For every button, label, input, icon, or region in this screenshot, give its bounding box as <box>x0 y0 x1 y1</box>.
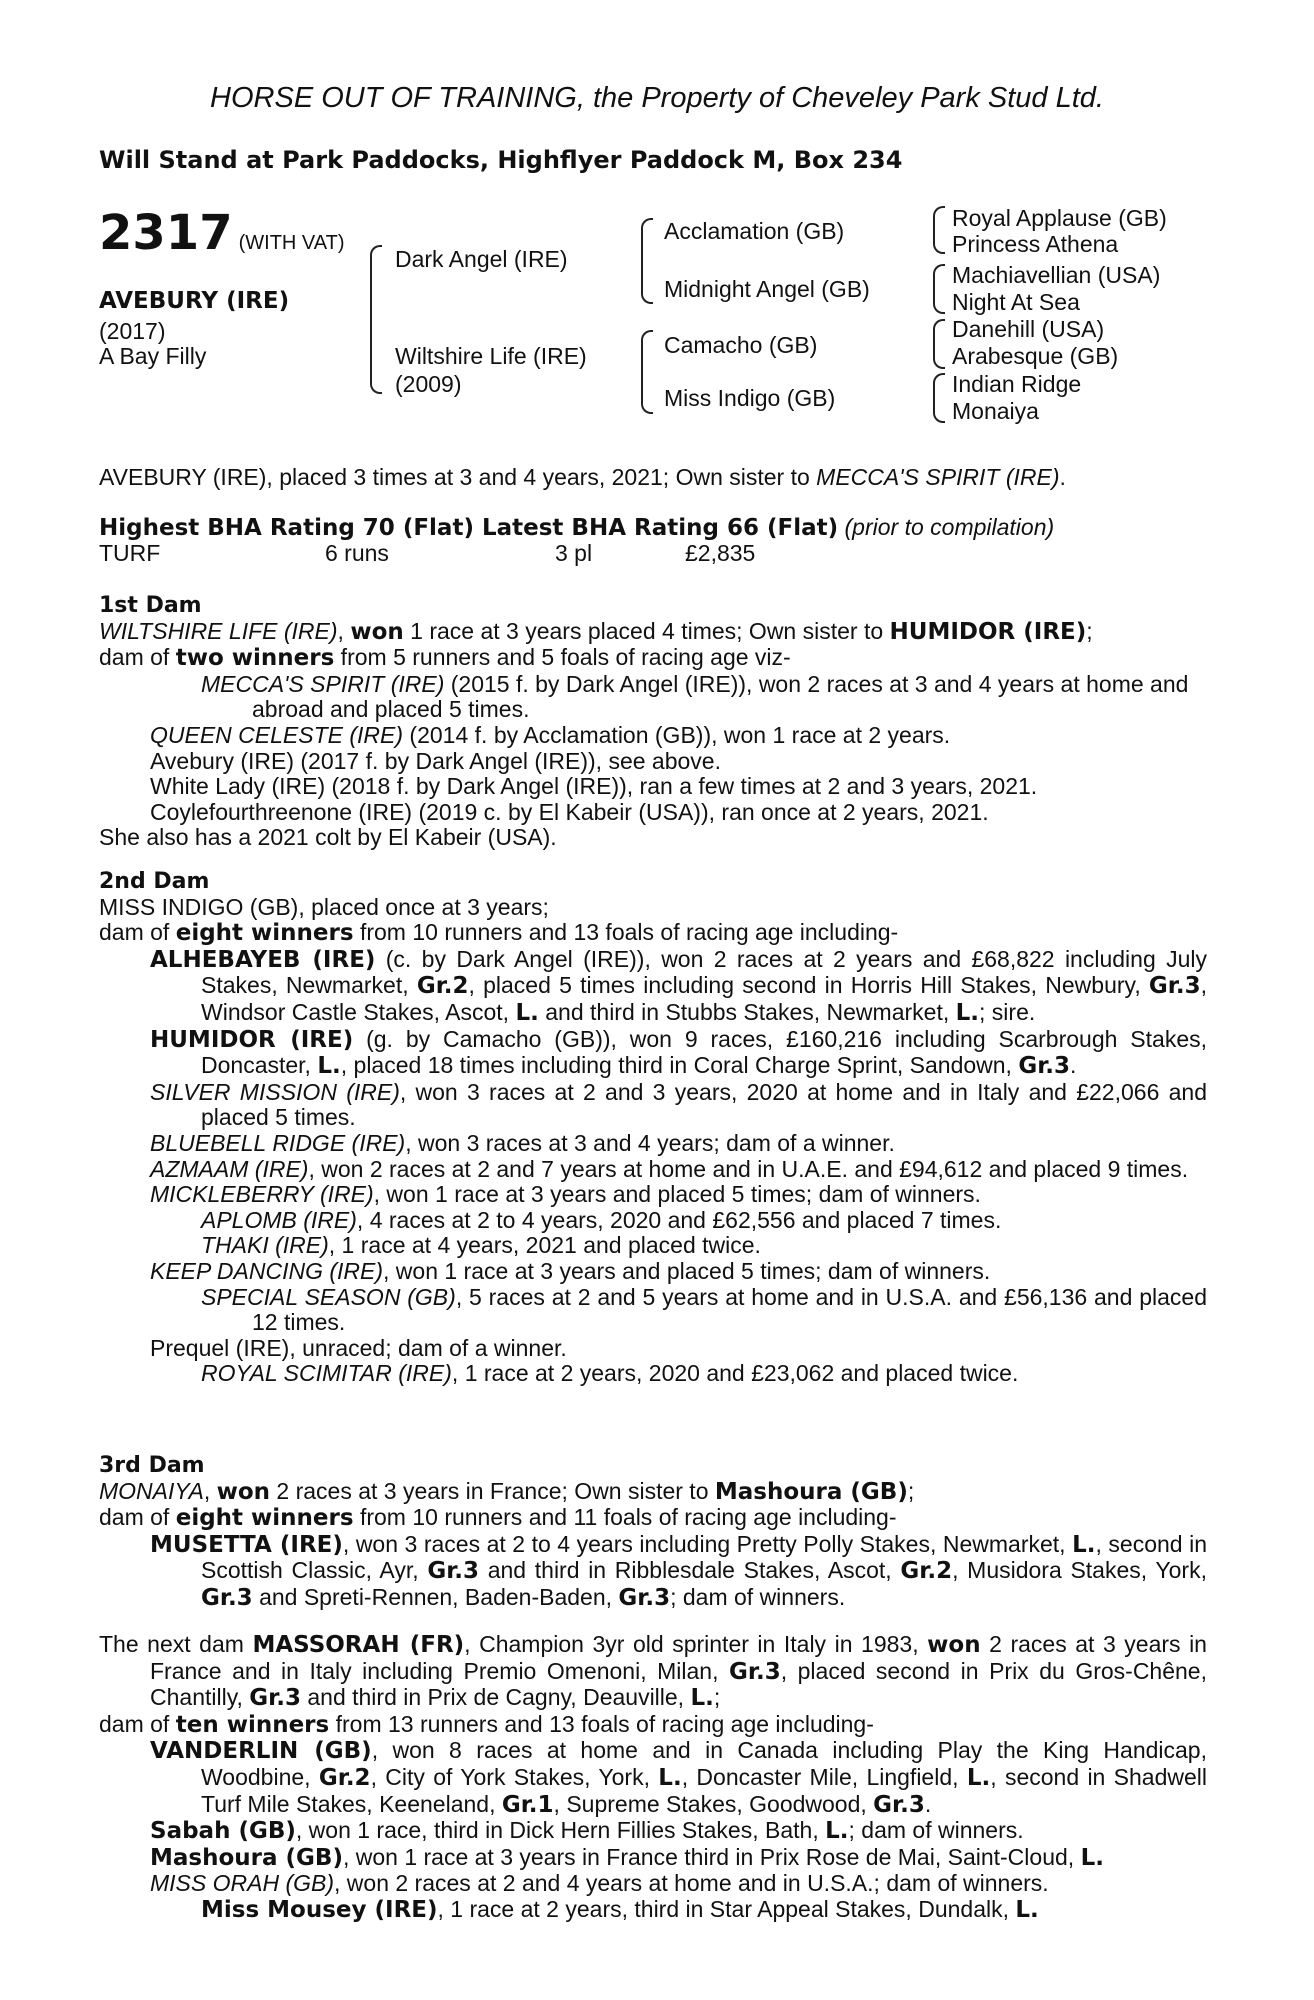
vanderlin-g2: L. <box>658 1764 682 1791</box>
horse-year: (2017) <box>99 318 166 344</box>
page-title: HORSE OUT OF TRAINING, the Property of Cheveley Park Stud Ltd. <box>210 82 1104 114</box>
progeny-keep-dancing: KEEP DANCING (IRE) <box>150 1257 384 1284</box>
progeny-mecca-record: (2015 f. by Dark Angel (IRE)), won 2 races at 3 and 4 years at home and abroad and placed 5 times. <box>252 670 1189 723</box>
progeny-special-season: SPECIAL SEASON (GB) <box>201 1283 456 1310</box>
vanderlin-t4: , second in Shadwell Turf Mile Stakes, Keeneland, <box>201 1763 1208 1817</box>
progeny-miss-orah: MISS ORAH (GB) <box>150 1870 335 1897</box>
progeny-thaki: THAKI (IRE) <box>201 1232 329 1259</box>
rating-earnings: £2,835 <box>685 540 756 566</box>
pedigree-sds: Machiavellian (USA) <box>952 262 1161 288</box>
dam2-damof: dam of <box>99 919 176 946</box>
next-t9: and third in Prix de Cagny, Deauville, <box>300 1684 691 1711</box>
vanderlin-g5: Gr.3 <box>873 1791 925 1818</box>
rating-note: (prior to compilation) <box>844 514 1055 540</box>
vanderlin-t3: , Doncaster Mile, Lingfield, <box>681 1763 967 1790</box>
sabah-g1: L. <box>825 1818 849 1845</box>
vanderlin-t1: , won 8 races at home and in Canada including Play the King Handicap, Woodbine, <box>201 1737 1207 1790</box>
mashoura-g1: L. <box>1080 1844 1104 1871</box>
progeny-white-lady: White Lady (IRE) (2018 f. by Dark Angel (IRE)), ran a few times at 2 and 3 years, 2021. <box>150 773 1038 800</box>
alhebayeb-t4: and third in Stubbs Stakes, Newmarket, <box>538 998 956 1025</box>
alhebayeb-g4: L. <box>955 999 980 1026</box>
miss-mousey-t1: , 1 race at 2 years, third in Star Appeal Stakes, Dundalk, <box>437 1895 1016 1922</box>
humidor-t2: , placed 18 times including third in Coral Charge Sprint, Sandown, <box>340 1052 1019 1079</box>
thaki-record: , 1 race at 4 years, 2021 and placed twice. <box>328 1232 761 1259</box>
dam3-semicolon: ; <box>907 1477 915 1504</box>
third-dam-heading: 3rd Dam <box>99 1453 205 1478</box>
next-winners: ten winners <box>175 1711 330 1738</box>
humidor-t1: (g. by Camacho (GB)), won 9 races, £160,216 including Scarbrough Stakes, Doncaster, <box>201 1025 1207 1079</box>
vanderlin-g3: L. <box>966 1764 991 1791</box>
progeny-mecca: MECCA'S SPIRIT (IRE) <box>201 670 445 697</box>
musetta-g3: Gr.2 <box>900 1558 953 1585</box>
miss-mousey-g1: L. <box>1015 1896 1039 1923</box>
pedigree-bracket <box>370 245 382 394</box>
rating-runs: 6 runs <box>325 540 389 566</box>
vanderlin-g1: Gr.2 <box>318 1764 371 1791</box>
pedigree-dds: Indian Ridge <box>952 371 1082 397</box>
next-t7: , placed second in Prix du Gros-Chêne, Chantilly, <box>150 1657 1207 1711</box>
next-g2: Gr.3 <box>249 1685 301 1712</box>
sabah-t1: , won 1 race, third in Dick Hern Fillies Stakes, Bath, <box>295 1817 826 1844</box>
dam3-sep: , <box>203 1477 217 1504</box>
keep-dancing-record: , won 1 race at 3 years and placed 5 times; dam of winners. <box>383 1257 991 1284</box>
rating-surface: TURF <box>99 540 161 566</box>
progeny-humidor: HUMIDOR (IRE) <box>150 1026 354 1053</box>
summary-end: . <box>1059 464 1066 490</box>
alhebayeb-t5: ; sire. <box>979 998 1036 1025</box>
mickleberry-record: , won 1 race at 3 years and placed 5 times; dam of winners. <box>373 1181 981 1208</box>
dam-bracket <box>641 330 653 414</box>
miss-orah-record: , won 2 races at 2 and 4 years at home and in U.S.A.; dam of winners. <box>334 1870 1049 1897</box>
dd-bracket <box>933 373 945 423</box>
next-t11: ; <box>713 1684 721 1711</box>
aplomb-record: , 4 races at 2 to 4 years, 2020 and £62,556 and placed 7 times. <box>356 1206 1002 1233</box>
first-dam-heading: 1st Dam <box>99 593 202 618</box>
next-g3: L. <box>690 1685 714 1712</box>
pedigree-sss: Royal Applause (GB) <box>952 205 1167 231</box>
lot-vat: (WITH VAT) <box>238 232 345 254</box>
rating-line: Highest BHA Rating 70 (Flat) Latest BHA Rating 66 (Flat) <box>99 515 839 541</box>
rating-placed: 3 pl <box>555 540 593 566</box>
ds-bracket <box>933 319 945 369</box>
dam2-runners: from 10 runners and 13 foals of racing age including- <box>353 919 899 946</box>
summary-text: AVEBURY (IRE), placed 3 times at 3 and 4 years, 2021; Own sister to <box>99 464 817 490</box>
next-won: won <box>927 1632 981 1658</box>
royal-scimitar-record: , 1 race at 2 years, 2020 and £23,062 and placed twice. <box>451 1360 1019 1387</box>
progeny-alhebayeb: ALHEBAYEB (IRE) <box>150 946 376 973</box>
progeny-bluebell: BLUEBELL RIDGE (IRE) <box>150 1129 406 1156</box>
musetta-t3: and third in Ribblesdale Stakes, Ascot, <box>479 1557 901 1584</box>
azmaam-record: , won 2 races at 2 and 7 years at home and in U.A.E. and £94,612 and placed 9 times. <box>308 1155 1189 1182</box>
progeny-2021-colt: She also has a 2021 colt by El Kabeir (USA). <box>99 824 557 851</box>
progeny-royal-scimitar: ROYAL SCIMITAR (IRE) <box>201 1360 452 1387</box>
progeny-queen-record: (2014 f. by Acclamation (GB)), won 1 race at 2 years. <box>403 721 951 748</box>
progeny-azmaam: AZMAAM (IRE) <box>150 1155 309 1182</box>
pedigree-dam-year: (2009) <box>395 371 462 397</box>
dam3-record: 2 races at 3 years in France; Own sister to <box>270 1477 715 1504</box>
dam1-name: WILTSHIRE LIFE (IRE) <box>99 617 338 644</box>
musetta-t4: , Musidora Stakes, York, <box>952 1557 1207 1584</box>
bluebell-record: , won 3 races at 3 and 4 years; dam of a winner. <box>405 1129 895 1156</box>
humidor-t3: . <box>1070 1052 1077 1079</box>
pedigree-sire-dam: Midnight Angel (GB) <box>664 276 870 302</box>
dam3-damof: dam of <box>99 1504 176 1531</box>
musetta-g1: L. <box>1072 1531 1096 1558</box>
first-dam-section <box>99 593 1207 851</box>
horse-description: A Bay Filly <box>99 343 207 369</box>
sire-bracket <box>641 218 653 304</box>
musetta-g5: Gr.3 <box>618 1584 671 1611</box>
vanderlin-g4: Gr.1 <box>501 1791 554 1818</box>
horse-summary <box>99 465 1207 491</box>
second-dam-section <box>99 869 1207 1387</box>
pedigree-dss: Danehill (USA) <box>952 316 1105 342</box>
dam1-damof: dam of <box>99 644 176 671</box>
alhebayeb-t2: , placed 5 times including second in Horris Hill Stakes, Newbury, <box>468 972 1149 999</box>
ss-bracket <box>933 206 945 254</box>
pedigree-sire: Dark Angel (IRE) <box>395 246 568 272</box>
progeny-avebury: Avebury (IRE) (2017 f. by Dark Angel (IRE)), see above. <box>150 747 721 774</box>
humidor-g1: L. <box>317 1053 341 1080</box>
next-t5: 2 races at 3 years in France and in Italy including Premio Omenoni, Milan, <box>150 1631 1207 1684</box>
dam1-winners: two winners <box>175 645 335 672</box>
next-damof: dam of <box>99 1710 176 1737</box>
dam3-name: MONAIYA <box>99 1477 204 1504</box>
dam2-winners: eight winners <box>175 920 354 947</box>
next-dam-section <box>99 1632 1207 1924</box>
next-dam-name: MASSORAH (FR) <box>252 1632 465 1658</box>
progeny-mashoura: Mashoura (GB) <box>150 1844 343 1871</box>
vanderlin-t6: . <box>924 1790 932 1817</box>
musetta-t5: and Spreti-Rennen, Baden-Baden, <box>252 1583 619 1610</box>
progeny-sabah: Sabah (GB) <box>150 1818 296 1845</box>
musetta-t2: , second in Scottish Classic, Ayr, <box>201 1530 1207 1584</box>
vanderlin-t2: , City of York Stakes, York, <box>370 1763 659 1790</box>
progeny-coyle: Coylefourthreenone (IRE) (2019 c. by El Kabeir (USA)), ran once at 2 years, 2021. <box>150 798 989 825</box>
vanderlin-t5: , Supreme Stakes, Goodwood, <box>553 1790 874 1817</box>
alhebayeb-t3: , Windsor Castle Stakes, Ascot, <box>201 972 1207 1025</box>
horse-name: AVEBURY (IRE) <box>99 288 290 314</box>
dam1-semicolon: ; <box>1086 617 1093 644</box>
mashoura-t1: , won 1 race at 3 years in France third in Prix Rose de Mai, Saint-Cloud, <box>342 1843 1081 1870</box>
stand-location: Will Stand at Park Paddocks, Highflyer Paddock M, Box 234 <box>99 146 903 174</box>
progeny-musetta: MUSETTA (IRE) <box>150 1531 343 1558</box>
silver-mission-record: , won 3 races at 2 and 3 years, 2020 at home and in Italy and £22,066 and placed 5 times. <box>201 1078 1207 1131</box>
alhebayeb-t1: (c. by Dark Angel (IRE)), won 2 races at 2 years and £68,822 including July Stakes, Newmarket, <box>201 945 1207 999</box>
progeny-queen: QUEEN CELESTE (IRE) <box>150 721 404 748</box>
dam3-runners: from 10 runners and 11 foals of racing age including- <box>353 1504 897 1531</box>
dam1-won: won <box>350 618 404 645</box>
pedigree-dam-sire: Camacho (GB) <box>664 332 818 358</box>
dam3-sister: Mashoura (GB) <box>714 1478 908 1505</box>
pedigree-dsd: Arabesque (GB) <box>952 343 1119 369</box>
dam1-runners: from 5 runners and 5 foals of racing age viz- <box>334 644 791 671</box>
special-season-record: , 5 races at 2 and 5 years at home and in U.S.A. and £56,136 and placed 12 times. <box>252 1283 1207 1336</box>
dam1-sister: HUMIDOR (IRE) <box>889 618 1087 645</box>
progeny-vanderlin: VANDERLIN (GB) <box>150 1738 372 1765</box>
progeny-prequel: Prequel (IRE), unraced; dam of a winner. <box>150 1334 567 1361</box>
pedigree-sire-sire: Acclamation (GB) <box>664 218 845 244</box>
next-runners: from 13 runners and 13 foals of racing age including- <box>329 1710 874 1737</box>
summary-sister: MECCA'S SPIRIT (IRE) <box>816 464 1060 490</box>
dam2-record: MISS INDIGO (GB), placed once at 3 years; <box>99 893 549 920</box>
progeny-aplomb: APLOMB (IRE) <box>201 1206 357 1233</box>
rating-block <box>99 515 1207 542</box>
musetta-g2: Gr.3 <box>427 1558 480 1585</box>
sabah-t2: ; dam of winners. <box>848 1817 1024 1844</box>
pedigree-ssd: Princess Athena <box>952 231 1119 257</box>
pedigree-dam: Wiltshire Life (IRE) <box>395 343 587 369</box>
next-t3: , Champion 3yr old sprinter in Italy in 1983, <box>464 1631 928 1657</box>
musetta-t6: ; dam of winners. <box>670 1583 846 1610</box>
progeny-miss-mousey: Miss Mousey (IRE) <box>201 1896 438 1923</box>
next-g1: Gr.3 <box>729 1658 781 1685</box>
dam3-winners: eight winners <box>175 1505 354 1532</box>
alhebayeb-g2: Gr.3 <box>1148 973 1201 1000</box>
humidor-g2: Gr.3 <box>1018 1053 1071 1080</box>
third-dam-section <box>99 1453 1207 1612</box>
pedigree-ddd: Monaiya <box>952 398 1039 424</box>
dam1-record: 1 race at 3 years placed 4 times; Own sister to <box>403 617 890 644</box>
dam3-won: won <box>216 1478 271 1505</box>
alhebayeb-g1: Gr.2 <box>416 973 469 1000</box>
dam1-sep: , <box>337 617 351 644</box>
musetta-t1: , won 3 races at 2 to 4 years including Pretty Polly Stakes, Newmarket, <box>342 1530 1073 1557</box>
alhebayeb-g3: L. <box>515 999 539 1026</box>
pedigree-dam-dam: Miss Indigo (GB) <box>664 385 836 411</box>
sd-bracket <box>933 264 945 314</box>
second-dam-heading: 2nd Dam <box>99 869 210 894</box>
lot-number: 2317 <box>99 205 233 261</box>
pedigree-sdd: Night At Sea <box>952 289 1080 315</box>
progeny-silver-mission: SILVER MISSION (IRE) <box>150 1078 400 1105</box>
next-t1: The next dam <box>99 1631 253 1657</box>
lot-block <box>99 205 345 261</box>
progeny-mickleberry: MICKLEBERRY (IRE) <box>150 1181 374 1208</box>
musetta-g4: Gr.3 <box>201 1584 253 1611</box>
